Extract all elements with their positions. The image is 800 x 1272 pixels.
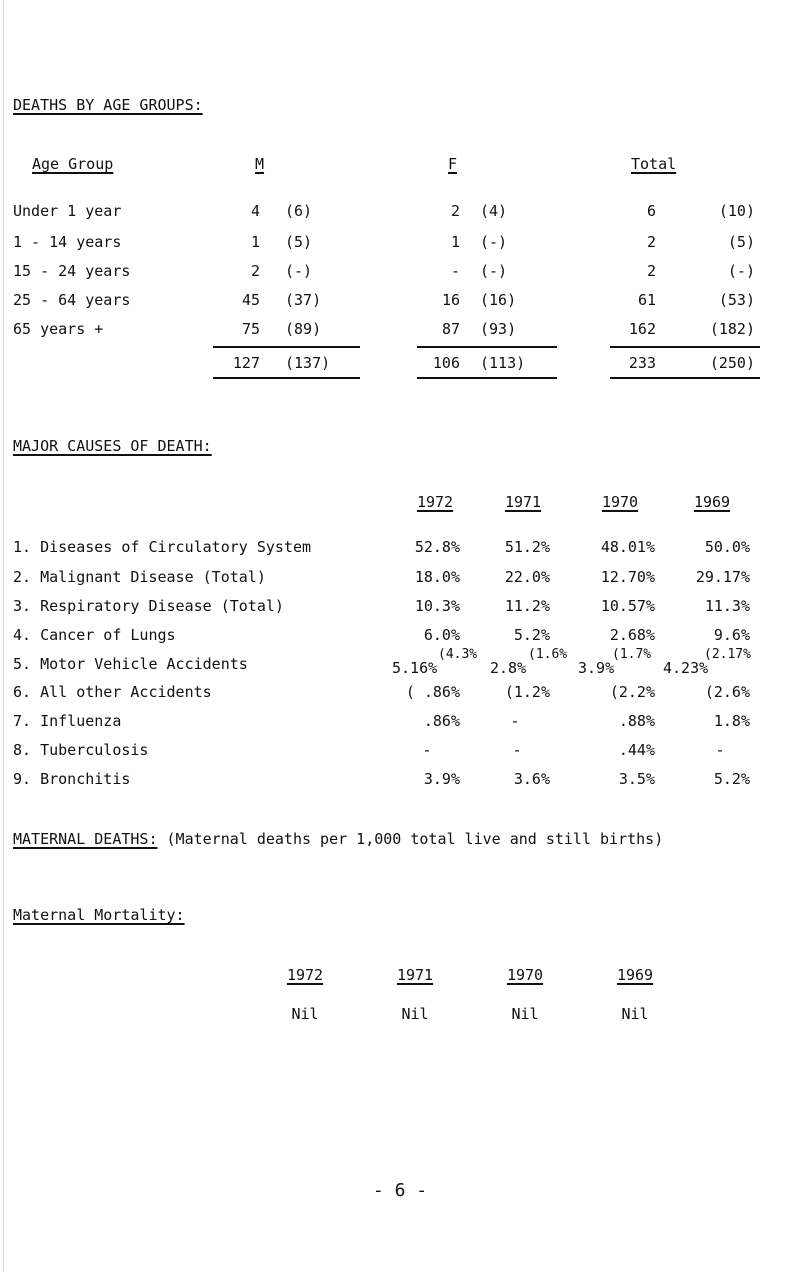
total-prev: (182) [709,320,755,338]
cause-value: - [510,712,520,730]
bottom-rule-total [610,377,760,379]
male-prev: (37) [285,291,322,309]
male-prev: (5) [285,233,313,251]
cause-value: 22.0% [504,568,550,586]
cause-value: 2.8% [490,659,527,677]
male-count: 1 [250,233,260,251]
cause-value: 5.2% [513,626,550,644]
female-total: 106 [432,354,460,372]
maternal-value: Nil [511,1005,539,1023]
age-group-label: 25 - 64 years [13,291,131,309]
bottom-rule-female [417,377,557,379]
cause-label: 7. Influenza [13,712,122,730]
cause-value: 11.2% [504,597,550,615]
cause-value: 50.0% [704,538,750,556]
cause-value: 52.8% [414,538,460,556]
female-prev: (-) [480,262,508,280]
total-count: 2 [646,262,656,280]
header-age-group: Age Group [32,155,114,173]
year-header: 1972 [416,493,454,511]
maternal-year: 1969 [616,966,654,984]
female-total-prev: (113) [480,354,526,372]
cause-label: 9. Bronchitis [13,770,131,788]
total-prev: (-) [727,262,755,280]
total-prev: (53) [718,291,755,309]
causes-heading: MAJOR CAUSES OF DEATH: [13,437,212,455]
grand-total-prev: (250) [709,354,755,372]
female-count: 2 [450,202,460,220]
total-count: 162 [628,320,656,338]
female-count: 1 [450,233,460,251]
cause-value: 5.2% [713,770,750,788]
cause-value: (2.6% [704,683,750,701]
total-count: 2 [646,233,656,251]
scan-edge-line [3,0,4,1272]
maternal-mortality-heading: Maternal Mortality: [13,906,185,924]
cause-value: - [715,741,725,759]
cause-value: 6.0% [423,626,460,644]
cause-value-superscript: (2.17% [704,647,751,662]
female-prev: (16) [480,291,517,309]
total-count: 6 [646,202,656,220]
totals-rule-male [213,346,360,348]
cause-value: 10.3% [414,597,460,615]
bottom-rule-male [213,377,360,379]
male-prev: (89) [285,320,322,338]
cause-value-superscript: (4.3% [438,647,478,662]
cause-value: 1.8% [713,712,750,730]
totals-rule-total [610,346,760,348]
maternal-heading-line [13,830,663,848]
cause-value: ( .86% [405,683,460,701]
cause-value-superscript: (1.7% [612,647,652,662]
male-prev: (-) [285,262,313,280]
age-group-label: 65 years + [13,320,104,338]
cause-value: 3.6% [513,770,550,788]
cause-value: 51.2% [504,538,550,556]
cause-value-superscript: (1.6% [528,647,568,662]
maternal-year: 1970 [506,966,544,984]
cause-label: 3. Respiratory Disease (Total) [13,597,284,615]
female-count: 16 [441,291,460,309]
cause-value: 3.5% [618,770,655,788]
cause-value: - [422,741,432,759]
female-prev: (-) [480,233,508,251]
header-male: M [255,155,265,173]
cause-label: 5. Motor Vehicle Accidents [13,655,248,673]
cause-value: 29.17% [695,568,750,586]
male-count: 2 [250,262,260,280]
male-count: 4 [250,202,260,220]
year-header: 1971 [504,493,542,511]
cause-label: 8. Tuberculosis [13,741,149,759]
cause-label: 6. All other Accidents [13,683,212,701]
header-total: Total [631,155,677,173]
year-header: 1969 [693,493,731,511]
male-total-prev: (137) [285,354,331,372]
cause-value: 3.9% [423,770,460,788]
year-header: 1970 [601,493,639,511]
cause-value: 2.68% [609,626,655,644]
maternal-value: Nil [291,1005,319,1023]
female-prev: (93) [480,320,517,338]
header-female: F [448,155,458,173]
page-number: - 6 - [372,1180,428,1201]
maternal-value: Nil [401,1005,429,1023]
page-heading: DEATHS BY AGE GROUPS: [13,96,203,114]
cause-label: 4. Cancer of Lungs [13,626,176,644]
age-group-label: 1 - 14 years [13,233,122,251]
female-count: - [450,262,460,280]
cause-value: (2.2% [609,683,655,701]
male-count: 45 [241,291,260,309]
grand-total: 233 [628,354,656,372]
maternal-value: Nil [621,1005,649,1023]
female-count: 87 [441,320,460,338]
cause-value: 18.0% [414,568,460,586]
cause-value: 3.9% [578,659,615,677]
maternal-note: (Maternal deaths per 1,000 total live and still births) [166,830,664,848]
age-group-label: 15 - 24 years [13,262,131,280]
maternal-year: 1971 [396,966,434,984]
male-count: 75 [241,320,260,338]
cause-value: 10.57% [600,597,655,615]
total-prev: (5) [727,233,755,251]
cause-value: .86% [423,712,460,730]
maternal-heading: MATERNAL DEATHS: [13,830,158,848]
male-total: 127 [232,354,260,372]
cause-value: 4.23% [663,659,709,677]
cause-value: 12.70% [600,568,655,586]
total-prev: (10) [718,202,755,220]
total-count: 61 [637,291,656,309]
age-group-label: Under 1 year [13,202,122,220]
cause-value: - [512,741,522,759]
cause-value: (1.2% [504,683,550,701]
cause-value: 48.01% [600,538,655,556]
cause-value: 9.6% [713,626,750,644]
male-prev: (6) [285,202,313,220]
cause-value: 11.3% [704,597,750,615]
cause-value: .88% [618,712,655,730]
maternal-year: 1972 [286,966,324,984]
cause-label: 1. Diseases of Circulatory System [13,538,312,556]
cause-label: 2. Malignant Disease (Total) [13,568,266,586]
totals-rule-female [417,346,557,348]
cause-value: 5.16% [392,659,438,677]
female-prev: (4) [480,202,508,220]
cause-value: .44% [618,741,655,759]
